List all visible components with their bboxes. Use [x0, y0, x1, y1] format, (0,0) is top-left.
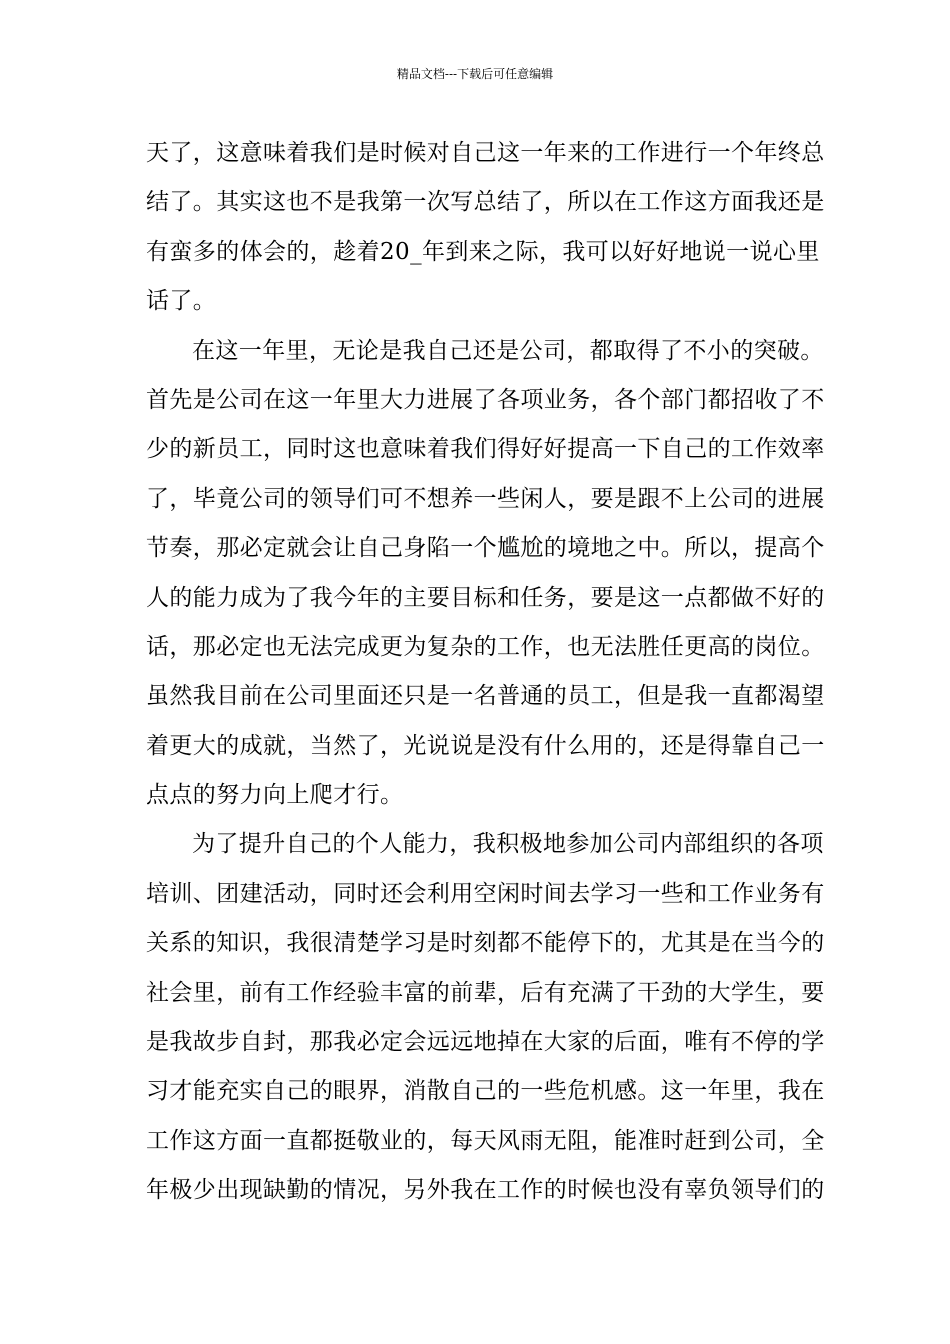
text-line: 培训、团建活动，同时还会利用空闲时间去学习一些和工作业务有	[146, 880, 825, 907]
text-line: 节奏，那必定就会让自己身陷一个尴尬的境地之中。所以，提高个	[146, 535, 825, 562]
text-line: 习才能充实自己的眼界，消散自己的一些危机感。这一年里，我在	[146, 1078, 825, 1105]
text-line: 人的能力成为了我今年的主要目标和任务，要是这一点都做不好的	[146, 584, 825, 611]
paragraph	[146, 820, 825, 1215]
text-line: 关系的知识，我很清楚学习是时刻都不能停下的，尤其是在当今的	[146, 930, 825, 957]
text-line: 点点的努力向上爬才行。	[146, 782, 404, 809]
text-line: 了，毕竟公司的领导们可不想养一些闲人，要是跟不上公司的进展	[146, 485, 825, 512]
text-line: 为了提升自己的个人能力，我积极地参加公司内部组织的各项	[192, 831, 824, 858]
document-body	[146, 129, 825, 1216]
text-line: 有蛮多的体会的，趁着20_年到来之际，我可以好好地说一说心里	[146, 238, 820, 265]
paragraph	[146, 129, 825, 327]
text-line: 结了。其实这也不是我第一次写总结了，所以在工作这方面我还是	[146, 189, 825, 216]
text-line: 年极少出现缺勤的情况，另外我在工作的时候也没有辜负领导们的	[146, 1177, 825, 1204]
text-line: 天了，这意味着我们是时候对自己这一年来的工作进行一个年终总	[146, 140, 825, 166]
text-line: 社会里，前有工作经验丰富的前辈，后有充满了干劲的大学生，要	[146, 979, 825, 1006]
text-line: 话了。	[146, 288, 217, 315]
text-line: 在这一年里，无论是我自己还是公司，都取得了不小的突破。	[192, 337, 824, 364]
paragraph	[146, 327, 825, 821]
text-line: 少的新员工，同时这也意味着我们得好好提高一下自己的工作效率	[146, 436, 825, 463]
page-header: 精品文档---下载后可任意编辑	[396, 67, 554, 81]
text-line: 虽然我目前在公司里面还只是一名普通的员工，但是我一直都渴望	[146, 683, 825, 710]
text-line: 是我故步自封，那我必定会远远地掉在大家的后面，唯有不停的学	[146, 1029, 825, 1056]
text-line: 工作这方面一直都挺敬业的，每天风雨无阻，能准时赶到公司，全	[146, 1127, 825, 1154]
text-line: 着更大的成就，当然了，光说说是没有什么用的，还是得靠自己一	[146, 732, 825, 759]
text-line: 话，那必定也无法完成更为复杂的工作，也无法胜任更高的岗位。	[146, 633, 825, 660]
text-line: 首先是公司在这一年里大力进展了各项业务，各个部门都招收了不	[146, 386, 825, 413]
